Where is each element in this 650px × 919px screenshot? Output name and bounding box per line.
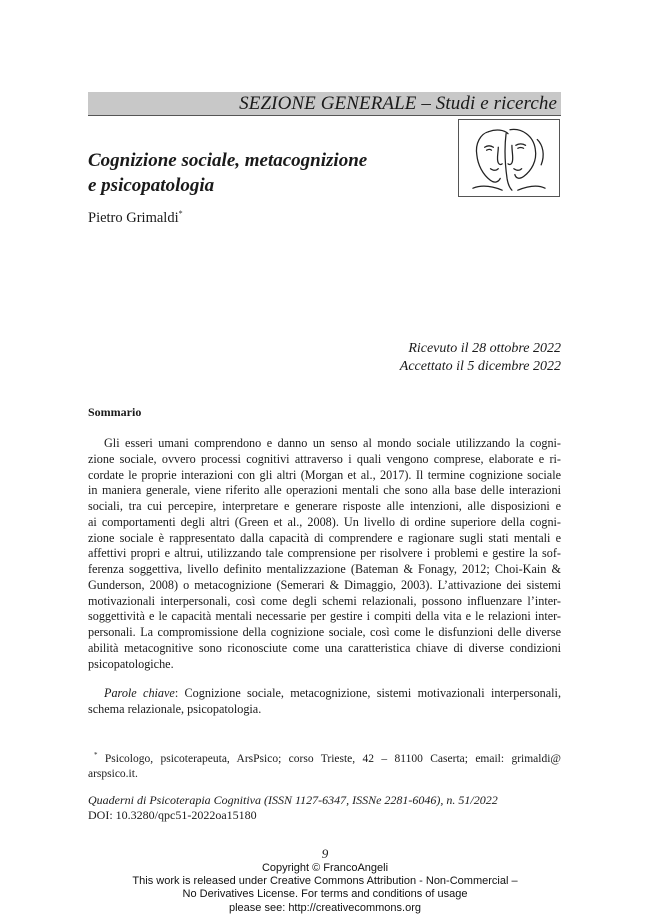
abstract-line: motivazionali interpersonali, così come degli schemi relazionali, possono influenzare l’inter-	[88, 593, 561, 608]
submission-dates	[400, 340, 561, 376]
journal-citation	[88, 793, 561, 823]
license-notice	[0, 862, 650, 915]
license-line: No Derivatives License. For terms and conditions of usage	[182, 888, 468, 901]
author-footnote	[88, 748, 561, 782]
author-name	[88, 209, 183, 227]
keywords-line-2: schema relazionale, psicopatologia.	[88, 701, 262, 716]
abstract-line: Gunderson, 2008) o metacognizione (Semerari & Dimaggio, 2003). L’attivazione dei sistemi	[88, 577, 561, 592]
abstract-line: abilità metacognitive sono riconosciute come una caratteristica chiave di diverse condizioni	[88, 640, 561, 655]
keywords-line-1	[88, 686, 561, 702]
section-header	[88, 92, 561, 116]
abstract-line: zione sociale, ovvero processi cognitivi attraverso i quali vengono comprese, elaborate e ri-	[88, 451, 561, 466]
page-number: 9	[321, 846, 329, 861]
footnote-mark: *	[94, 751, 98, 759]
title-line-1: Cognizione sociale, metacognizione	[88, 150, 368, 171]
keywords-label: Parole chiave	[104, 686, 175, 700]
abstract-line: personali. La compromissione della cognizione sociale, così come le disfunzioni delle diverse	[88, 625, 561, 639]
abstract-line: cordate le proprie interazioni con gli altri (Morgan et al., 2017). Il termine cognizione sociale	[88, 467, 561, 482]
copyright-line: Copyright © FrancoAngeli	[261, 862, 389, 874]
abstract-line: in maniera generale, viene riferito alle operazioni mentali che sono alla base delle interazioni	[88, 483, 561, 498]
journal-reference: Quaderni di Psicoterapia Cognitiva (ISSN 1127-6347, ISSNe 2281-6046), n. 51/2022	[88, 793, 498, 807]
license-line: This work is released under Creative Commons Attribution - Non-Commercial –	[132, 875, 518, 888]
abstract-line: soggettività e le capacità mentali necessarie per gestire i compiti della vita e le relazioni inter-	[88, 609, 561, 624]
abstract-line: sociali, tra cui percepire, interpretare e generare risposte alle intenzioni, alle disposizioni e	[88, 499, 561, 513]
faces-drawing-icon	[458, 119, 560, 197]
author-footnote-mark: *	[178, 209, 183, 218]
title-line-2: e psicopatologia	[88, 175, 215, 196]
abstract-line: Gli esseri umani comprendono e danno un senso al mondo sociale utilizzando la cogni-	[104, 436, 561, 450]
abstract-line: psicopatologiche.	[88, 656, 174, 671]
abstract-line: affettivi propri e altrui, utilizzando tale comprensione per risolvere i problemi e gestire la sof-	[88, 546, 561, 561]
accepted-date: Accettato il 5 dicembre 2022	[399, 359, 561, 374]
author-text: Pietro Grimaldi	[88, 210, 179, 226]
doi-text: DOI: 10.3280/qpc51-2022oa15180	[88, 808, 257, 822]
license-link-line: please see: http://creativecommons.org	[229, 901, 421, 914]
received-date: Ricevuto il 28 ottobre 2022	[408, 341, 561, 356]
keywords-text-1: : Cognizione sociale, metacognizione, sistemi motivazionali interpersonali,	[174, 686, 561, 700]
footnote-line-1	[88, 748, 561, 767]
article-title	[88, 148, 448, 198]
footnote-line-2: arspsico.it.	[88, 768, 138, 780]
abstract-line: ai comportamenti degli altri (Green et al., 2008). Un livello di ordine superiore della cogni-	[88, 514, 561, 529]
abstract-line: zione sociale è rappresentato dalla capacità di comprendere e ragionare sugli stati mentali e	[88, 530, 561, 545]
section-label: SEZIONE GENERALE – Studi e ricerche	[239, 93, 557, 114]
keywords-block	[88, 686, 561, 718]
abstract-heading: Sommario	[88, 405, 142, 419]
abstract-body	[88, 436, 561, 672]
abstract-line: ferenza soggettiva, livello definito mentalizzazione (Bateman & Fonagy, 2012; Choi-Kain &	[88, 562, 561, 576]
footnote-text-1: Psicologo, psicoterapeuta, ArsPsico; corso Trieste, 42 – 81100 Caserta; email: grimaldi@	[97, 753, 561, 765]
